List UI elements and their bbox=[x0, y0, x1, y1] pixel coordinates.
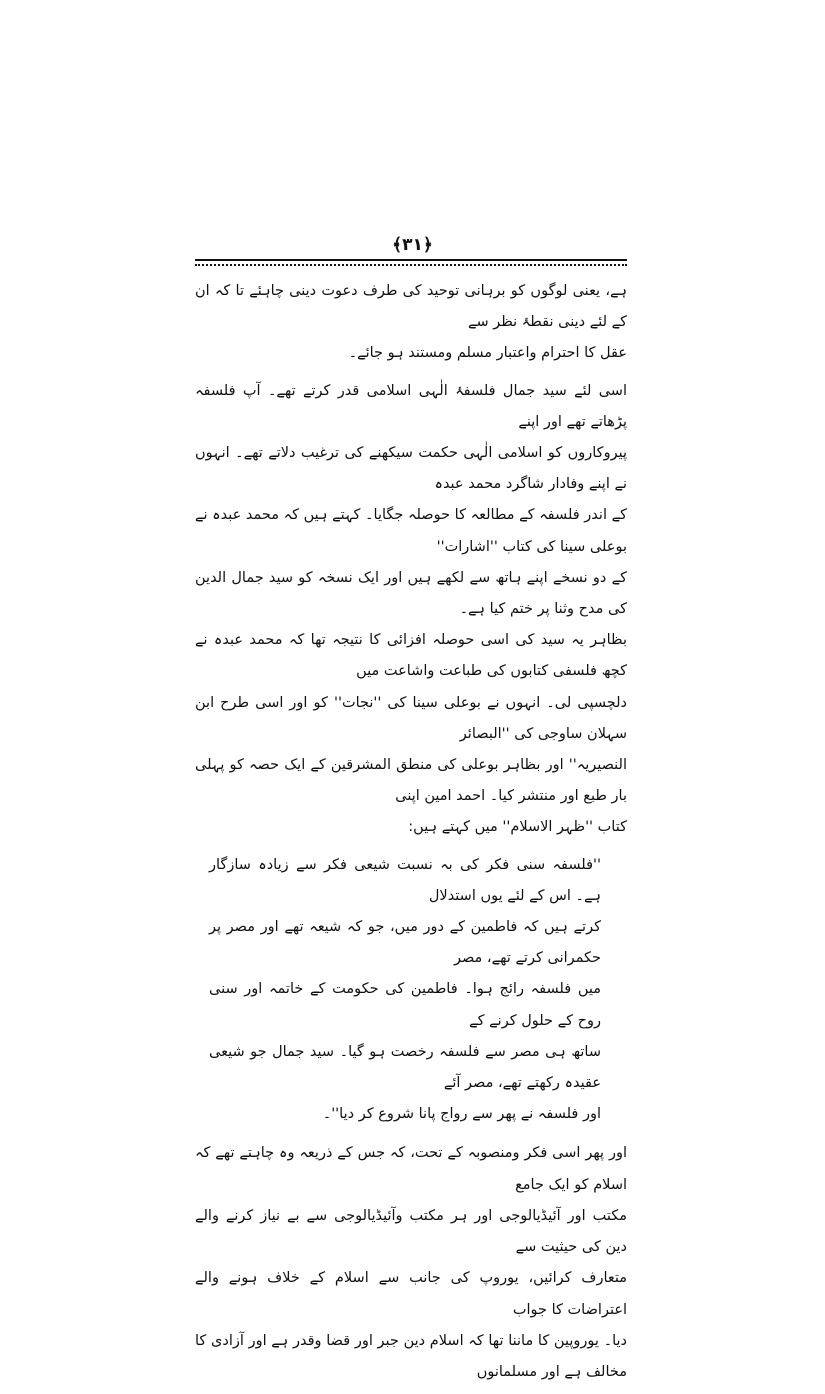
paragraph-2: اسی لئے سید جمال فلسفۂ الٰہی اسلامی قدر کرتے تھے۔ آپ فلسفہ پڑھاتے تھے اور اپنے پیروکاروں کو اسلامی الٰہی حکمت سیکھنے کی ترغیب دلاتے تھے۔ انہوں نے اپنے وفادار شاگرد محمد عبدہ کے اندر فلسفہ کے مطالعہ کا حوصلہ جگایا۔ کہتے ہیں کہ محمد عبدہ نے بوعلی سینا کی کتاب ''اشارات'' کے دو نسخے اپنے ہاتھ سے لکھے ہیں اور ایک نسخہ کو سید جمال الدین کی مدح وثنا پر ختم کیا ہے۔ بظاہر یہ سید کی اسی حوصلہ افزائی کا نتیجہ تھا کہ محمد عبدہ نے کچھ فلسفی کتابوں کی طباعت واشاعت میں دلچسپی لی۔ انہوں نے بوعلی سینا کی ''نجات'' کو اور اسی طرح ابن سہلان ساوجی کی ''البصائر النصیریہ'' اور بظاہر بوعلی کی منطق المشرقین کے ایک حصہ کو پہلی بار طبع اور منتشر کیا۔ احمد امین اپنی کتاب ''ظہر الاسلام'' میں کہتے ہیں: bbox=[195, 382, 627, 836]
body-text bbox=[195, 276, 627, 1394]
header-dashed-rule bbox=[195, 264, 627, 266]
paragraph-3: اور پھر اسی فکر ومنصوبہ کے تحت، کہ جس کے ذریعہ وہ چاہتے تھے کہ اسلام کو ایک جامع مکتب اور آئیڈیالوجی اور ہر مکتب وآئیڈیالوجی سے بے نیاز کرنے والے دین کی حیثیت سے متعارف کرائیں، یوروپ کی جانب سے اسلام کے خلاف ہونے والے اعتراضات کا جواب دیا۔ یوروپین کا ماننا تھا کہ اسلام دین جبر اور قضا وقدر ہے اور آزادی کا مخالف ہے اور مسلمانوں bbox=[195, 1145, 627, 1380]
paragraph-1: ہے، یعنی لوگوں کو برہانی توحید کی طرف دعوت دینی چاہئے تا کہ ان کے لئے دینی نقطۂ نظر سے عقل کا احترام واعتبار مسلم ومستند ہو جائے۔ bbox=[195, 283, 627, 362]
header-rule bbox=[195, 259, 627, 261]
page-number: ﴿٣١﴾ bbox=[392, 235, 433, 255]
block-quote: ''فلسفہ سنی فکر کی بہ نسبت شیعی فکر سے زیادہ سازگار ہے۔ اس کے لئے یوں استدلال کرتے ہیں کہ فاطمین کے دور میں، جو کہ شیعہ تھے اور مصر پر حکمرانی کرتے تھے، مصر میں فلسفہ رائج ہوا۔ فاطمین کی حکومت کے خاتمہ اور سنی روح کے حلول کرنے کے ساتھ ہی مصر سے فلسفہ رخصت ہو گیا۔ سید جمال جو شیعی عقیدہ رکھتے تھے، مصر آئے اور فلسفہ نے پھر سے رواج پانا شروع کر دیا''۔ bbox=[209, 856, 601, 1123]
